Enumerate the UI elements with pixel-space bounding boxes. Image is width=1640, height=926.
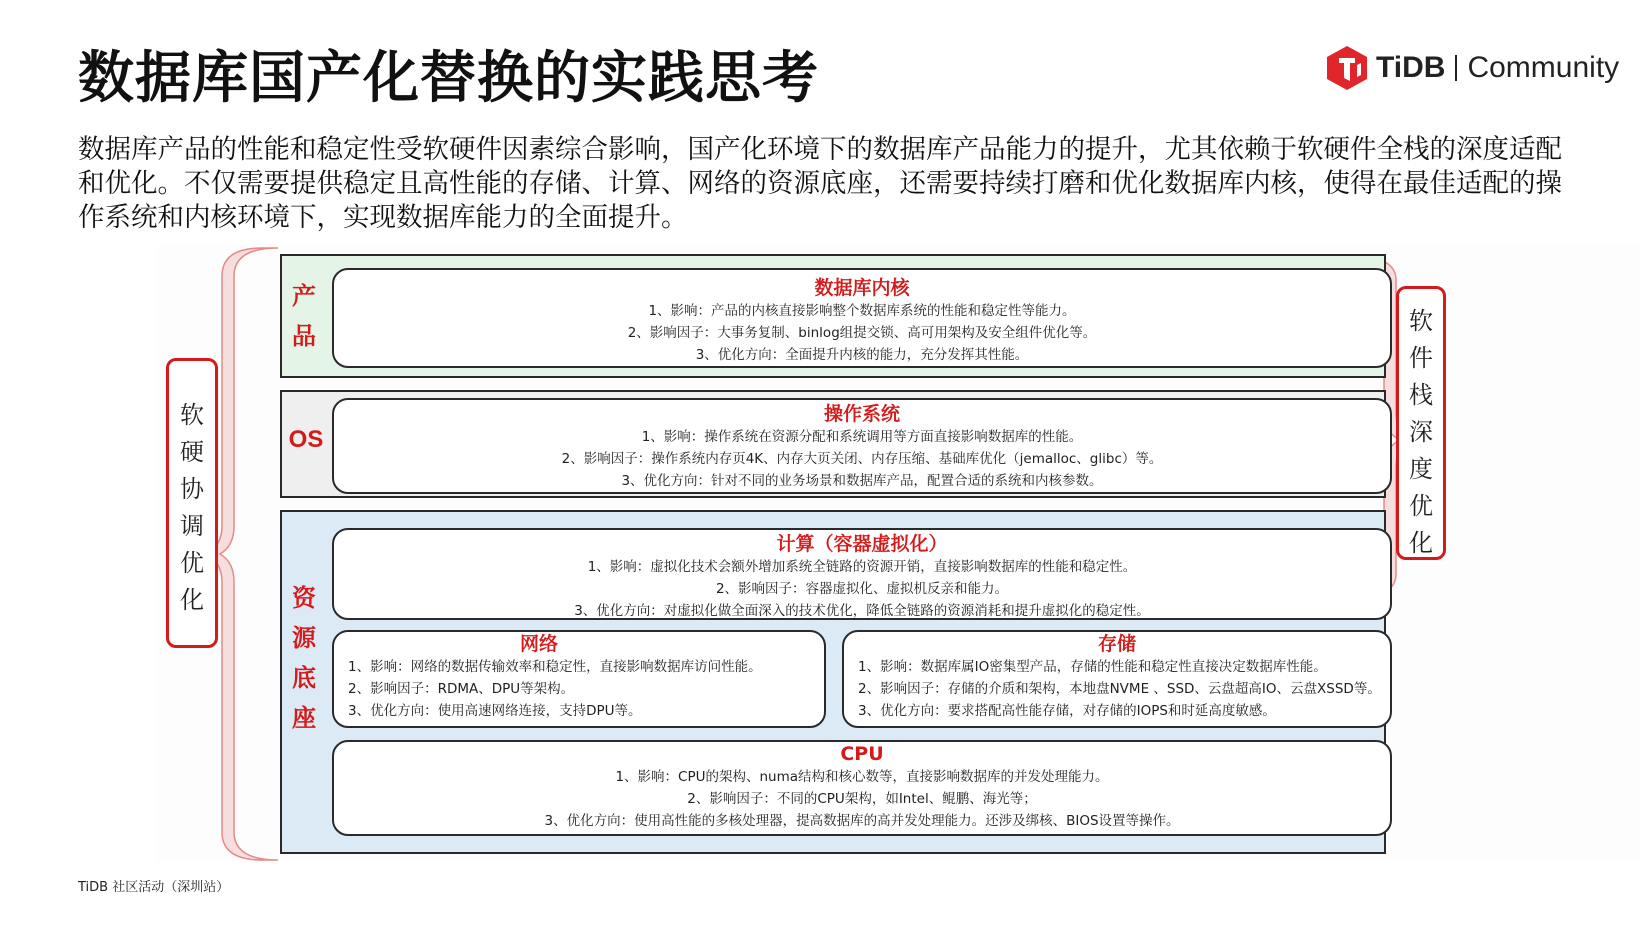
box-kernel-line-3: 3、优化方向：全面提升内核的能力，充分发挥其性能。 (695, 347, 1029, 363)
side-label-stack-optimization (1396, 286, 1446, 560)
left-bracket (216, 246, 286, 862)
side-right-text: 软 件 栈 深 度 优 化 (1409, 307, 1433, 557)
side-left-text: 软 硬 协 调 优 化 (180, 401, 204, 614)
logo-divider (1455, 55, 1457, 81)
box-cpu-line-3: 3、优化方向：使用高性能的多核处理器，提高数据库的高并发处理能力。还涉及绑核、BIOS设置等操作。 (544, 813, 1180, 829)
box-operating-system (332, 398, 1392, 494)
box-database-kernel (332, 268, 1392, 368)
box-compute (332, 528, 1392, 620)
box-compute-line-2: 2、影响因子：容器虚拟化、虚拟机反亲和能力。 (715, 581, 1009, 597)
tidb-community-logo (1326, 44, 1619, 92)
box-storage-line-2: 2、影响因子：存储的介质和架构，本地盘NVME 、SSD、云盘超高IO、云盘XSSD等。 (858, 681, 1381, 697)
box-storage-line-3: 3、优化方向：要求搭配高性能存储，对存储的IOPS和时延高度敏感。 (858, 703, 1276, 719)
box-os-line-3: 3、优化方向：针对不同的业务场景和数据库产品，配置合适的系统和内核参数。 (621, 473, 1103, 489)
box-cpu (332, 740, 1392, 836)
logo-brand-text: TiDB (1376, 51, 1446, 84)
footer-event: TiDB 社区活动（深圳站） (78, 880, 230, 895)
box-kernel-title: 数据库内核 (814, 277, 910, 299)
layer-os-label: OS (288, 426, 324, 453)
box-cpu-line-1: 1、影响：CPU的架构、numa结构和核心数等，直接影响数据库的并发处理能力。 (615, 769, 1109, 785)
box-compute-line-3: 3、优化方向：对虚拟化做全面深入的技术优化，降低全链路的资源消耗和提升虚拟化的稳定性。 (574, 603, 1150, 619)
page-title: 数据库国产化替换的实践思考 (78, 46, 819, 111)
box-cpu-line-2: 2、影响因子：不同的CPU架构，如Intel、鲲鹏、海光等； (687, 791, 1037, 807)
intro-paragraph: 数据库产品的性能和稳定性受软硬件因素综合影响，国产化环境下的数据库产品能力的提升，尤其依赖于软硬件全栈的深度适配和优化。不仅需要提供稳定且高性能的存储、计算、网络的资源底座，还需要持续打磨和优化数据库内核，使得在最佳适配的操作系统和内核环境下，实现数据库能力的全面提升。 (78, 134, 1562, 233)
layer-product-label: 产 品 (292, 282, 316, 350)
box-kernel-line-2: 2、影响因子：大事务复制、binlog组提交锁、高可用架构及安全组件优化等。 (627, 325, 1097, 341)
box-storage (842, 630, 1392, 728)
box-network-title: 网络 (519, 633, 558, 655)
box-storage-line-1: 1、影响：数据库属IO密集型产品，存储的性能和稳定性直接决定数据库性能。 (858, 659, 1327, 675)
side-label-hw-sw-coordination (166, 358, 218, 648)
logo-community-text: Community (1467, 51, 1620, 84)
optimization-diagram (156, 246, 1640, 862)
box-kernel-line-1: 1、影响：产品的内核直接影响整个数据库系统的性能和稳定性等能力。 (648, 303, 1076, 319)
box-compute-title: 计算（容器虚拟化） (776, 533, 948, 555)
box-os-line-1: 1、影响：操作系统在资源分配和系统调用等方面直接影响数据库的性能。 (641, 429, 1083, 445)
tidb-logo-icon (1326, 45, 1368, 91)
box-network-line-1: 1、影响：网络的数据传输效率和稳定性，直接影响数据库访问性能。 (348, 659, 762, 675)
box-storage-title: 存储 (1097, 633, 1136, 655)
box-network (332, 630, 826, 728)
box-network-line-2: 2、影响因子：RDMA、DPU等架构。 (348, 681, 575, 697)
box-cpu-title: CPU (840, 743, 884, 765)
box-os-line-2: 2、影响因子：操作系统内存页4K、内存大页关闭、内存压缩、基础库优化（jemalloc、glibc）等。 (561, 451, 1163, 467)
layer-resource-label: 资 源 底 座 (292, 584, 316, 732)
box-compute-line-1: 1、影响：虚拟化技术会额外增加系统全链路的资源开销，直接影响数据库的性能和稳定性。 (587, 559, 1137, 575)
box-os-title: 操作系统 (823, 403, 900, 425)
box-network-line-3: 3、优化方向：使用高速网络连接，支持DPU等。 (348, 703, 642, 719)
